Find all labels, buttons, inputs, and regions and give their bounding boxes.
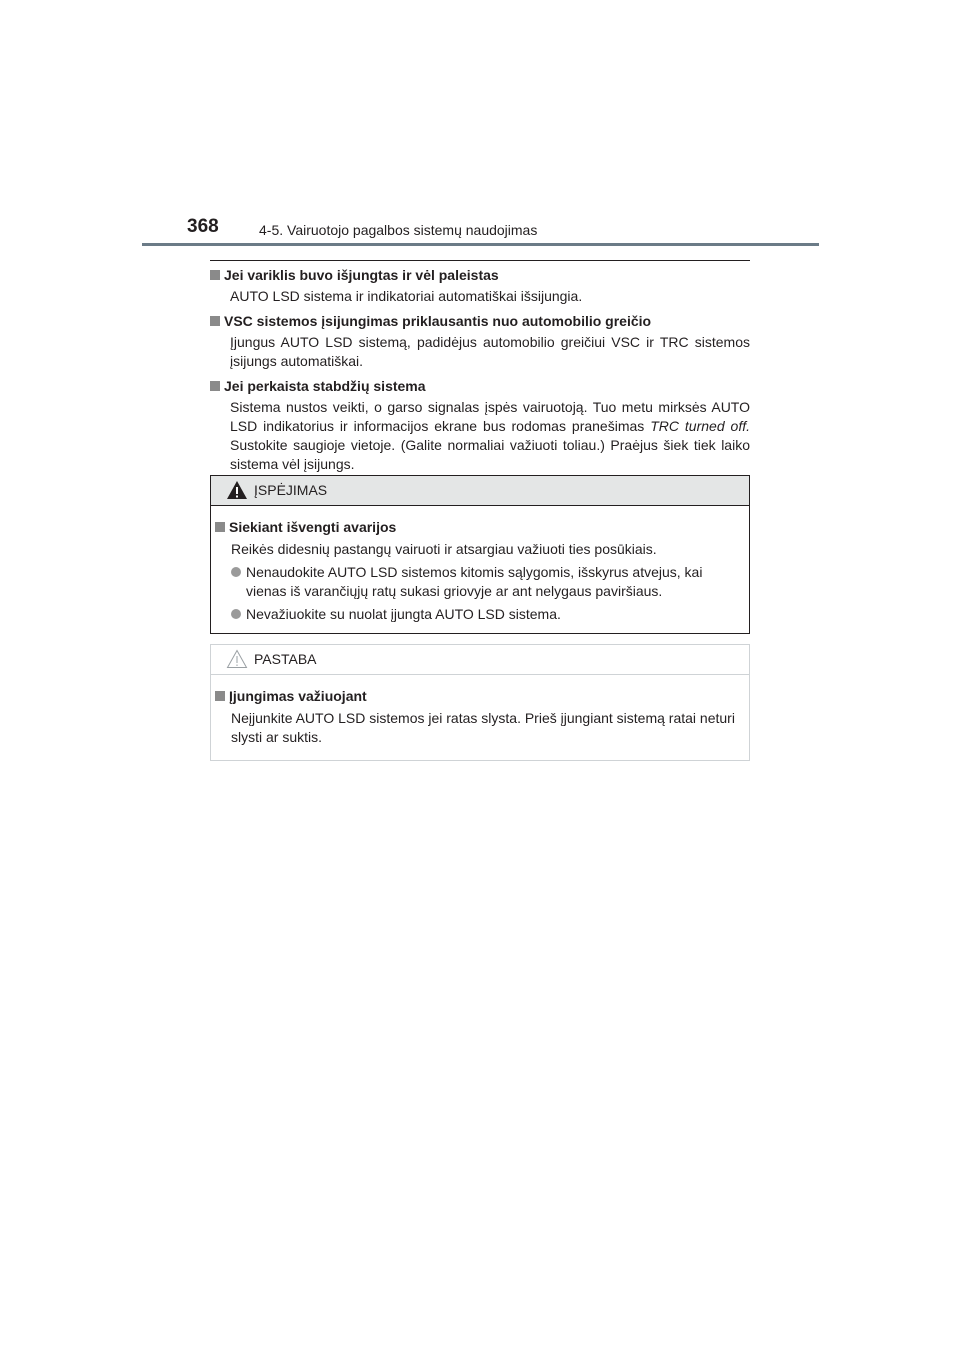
section-title: Jei variklis buvo išjungtas ir vėl paleistas (224, 267, 499, 283)
warning-box (210, 475, 750, 634)
square-bullet-icon (210, 316, 220, 326)
section-text-part: Sustokite saugioje vietoje. (Galite normaliai važiuoti toliau.) Praėjus šiek tiek laiko sistema vėl įsijungs. (230, 437, 750, 472)
content-divider (210, 260, 750, 261)
page-header (0, 0, 960, 250)
page-number: 368 (187, 216, 219, 237)
bullet-text: Nenaudokite AUTO LSD sistemos kitomis sąlygomis, išskyrus atvejus, kai vienas iš varančiųjų ratų sukasi griovyje ar ant nelygaus paviršiaus. (246, 564, 703, 599)
main-content (210, 266, 750, 480)
note-box (210, 644, 750, 761)
message-text: TRC turned off. (650, 418, 750, 434)
section-vsc-activation (210, 312, 750, 371)
warning-triangle-icon (226, 480, 248, 500)
warning-header (211, 476, 749, 506)
section-text-part: Sistema nustos veikti, o garso signalas įspės vairuotoją. Tuo metu mirksės AUTO LSD indikatorius ir informacijos ekrane bus rodomas pranešimas (230, 399, 750, 434)
square-bullet-icon (210, 270, 220, 280)
note-title: Įjungimas važiuojant (229, 688, 367, 704)
section-engine-restart (210, 266, 750, 306)
list-item (231, 605, 743, 624)
bullet-text: Nevažiuokite su nuolat įjungta AUTO LSD sistema. (246, 606, 561, 622)
note-body (211, 675, 749, 747)
section-text (230, 398, 750, 474)
header-divider (142, 243, 819, 246)
section-title: Jei perkaista stabdžių sistema (224, 378, 426, 394)
note-text: Neįjunkite AUTO LSD sistemos jei ratas slysta. Prieš įjungiant sistemą ratai neturi slysti ar suktis. (231, 710, 735, 745)
chapter-title: 4-5. Vairuotojo pagalbos sistemų naudojimas (259, 222, 538, 238)
section-title: VSC sistemos įsijungimas priklausantis nuo automobilio greičio (224, 313, 652, 329)
section-text: Įjungus AUTO LSD sistemą, padidėjus automobilio greičiui VSC ir TRC sistemos įsijungs automatiškai. (230, 334, 750, 369)
section-text: AUTO LSD sistema ir indikatoriai automatiškai išsijungia. (230, 288, 583, 304)
note-label: PASTABA (254, 651, 317, 667)
warning-text: Reikės didesnių pastangų vairuoti ir atsargiau važiuoti ties posūkiais. (231, 541, 657, 557)
square-bullet-icon (210, 381, 220, 391)
caution-triangle-outline-icon (226, 649, 248, 669)
warning-title: Siekiant išvengti avarijos (229, 519, 397, 535)
warning-label: ĮSPĖJIMAS (254, 482, 328, 498)
square-bullet-icon (215, 522, 225, 532)
round-bullet-icon (231, 609, 241, 619)
list-item (231, 563, 743, 601)
note-header (211, 645, 749, 675)
section-brake-overheat (210, 377, 750, 474)
round-bullet-icon (231, 567, 241, 577)
warning-body (211, 506, 749, 624)
square-bullet-icon (215, 691, 225, 701)
